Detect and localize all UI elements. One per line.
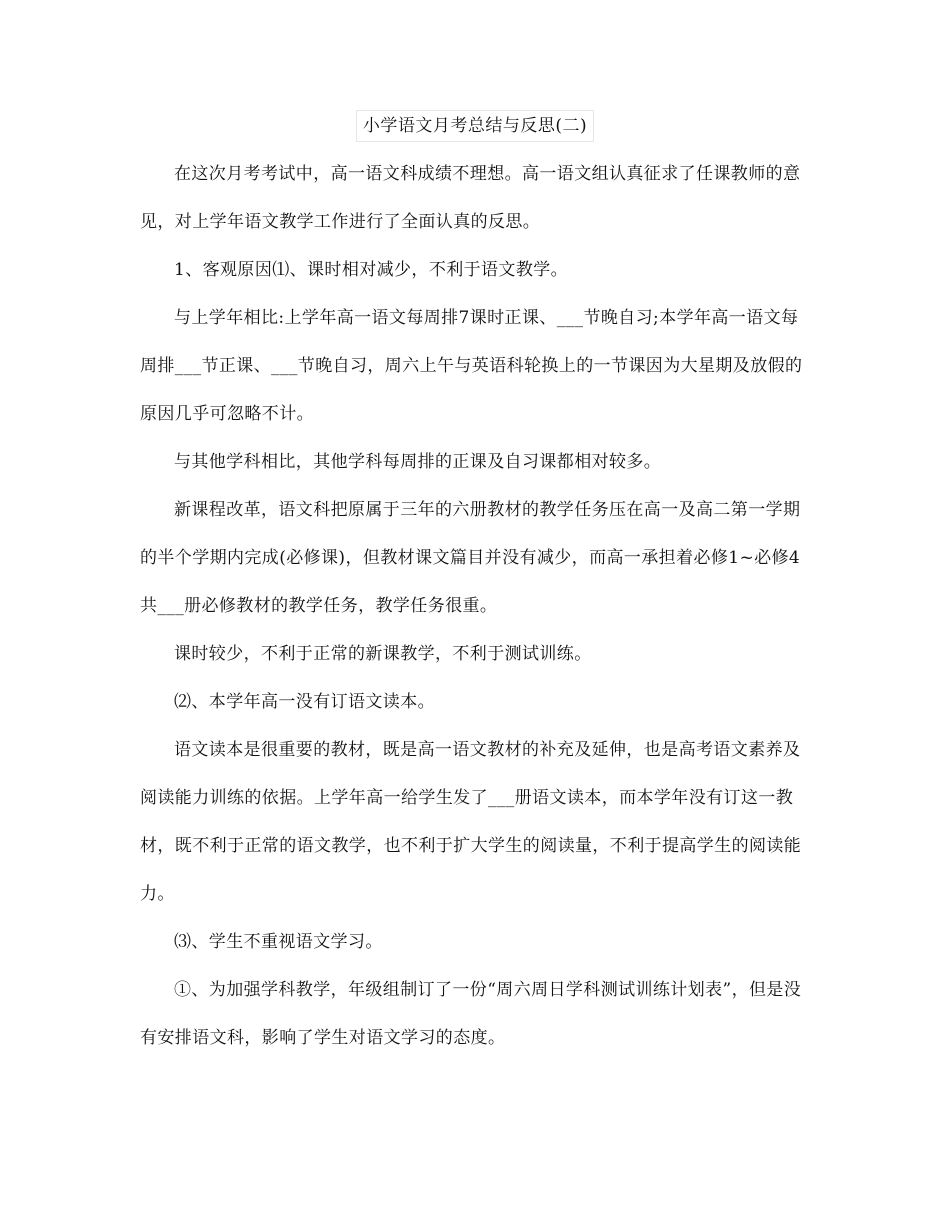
paragraph-6: 课时较少，不利于正常的新课教学，不利于测试训练。	[174, 644, 592, 664]
paragraph-9: ⑶、学生不重视语文学习。	[174, 932, 383, 952]
paragraph-5: 新课程改革，语文科把原属于三年的六册教材的教学任务压在高一及高二第一学期的半个学期内完成(必修课)，但教材课文篇目并没有减少，而高一承担着必修1~必修4共___册必修教材的教学任务，教学任务很重。	[140, 500, 801, 616]
paragraph-4: 与其他学科相比，其他学科每周排的正课及自习课都相对较多。	[174, 452, 662, 472]
paragraph-3: 与上学年相比:上学年高一语文每周排7课时正课、___节晚自习;本学年高一语文每周排___节正课、___节晚自习，周六上午与英语科轮换上的一节课因为大星期及放假的原因几乎可忽略不计。	[140, 308, 803, 424]
paragraph-10: ①、为加强学科教学，年级组制订了一份“周六周日学科测试训练计划表”，但是没有安排语文科，影响了学生对语文学习的态度。	[140, 980, 802, 1048]
document-title: 小学语文月考总结与反思(二)	[356, 110, 594, 142]
document-body	[140, 150, 812, 1062]
paragraph-8: 语文读本是很重要的教材，既是高一语文教材的补充及延伸，也是高考语文素养及阅读能力训练的依据。上学年高一给学生发了___册语文读本，而本学年没有订这一教材，既不利于正常的语文教学，也不利于扩大学生的阅读量，不利于提高学生的阅读能力。	[140, 740, 802, 904]
title-container	[0, 110, 950, 142]
paragraph-7: ⑵、本学年高一没有订语文读本。	[174, 692, 435, 712]
paragraph-2: 1、客观原因⑴、课时相对减少，不利于语文教学。	[174, 260, 569, 280]
paragraph-1: 在这次月考考试中，高一语文科成绩不理想。高一语文组认真征求了任课教师的意见，对上学年语文教学工作进行了全面认真的反思。	[140, 164, 801, 232]
